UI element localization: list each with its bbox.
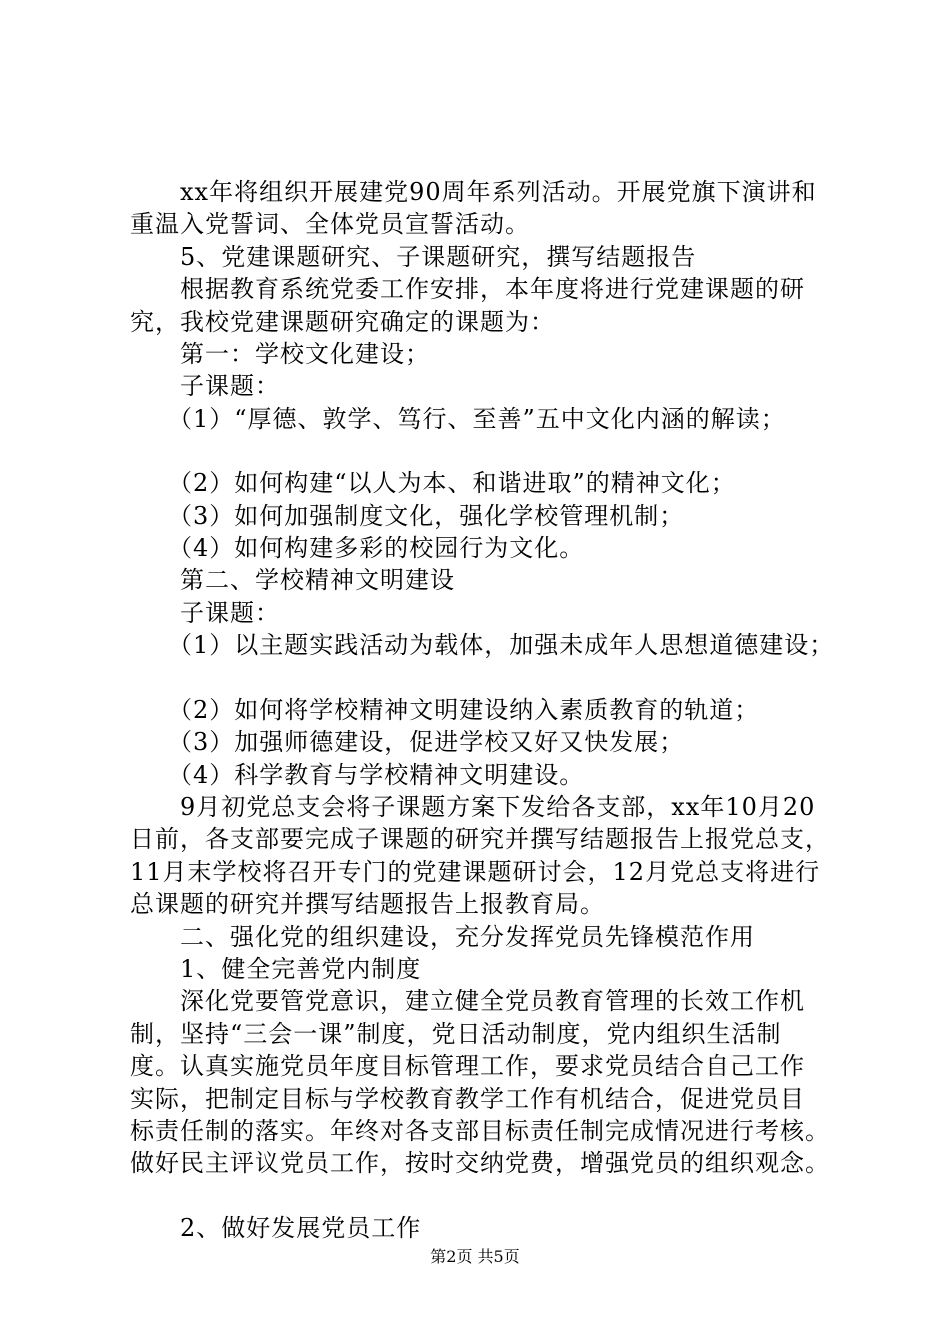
section-heading: 2、做好发展党员工作	[130, 1213, 422, 1242]
paragraph-line: xx年将组织开展建党90周年系列活动。开展党旗下演讲和	[130, 178, 817, 206]
paragraph-line: 度。认真实施党员年度目标管理工作，要求党员结合自己工作	[130, 1052, 805, 1081]
list-item: （2）如何构建“以人为本、和谐进取”的精神文化；	[130, 469, 736, 498]
paragraph-line: 重温入党誓词、全体党员宣誓活动。	[130, 210, 530, 239]
list-item: （1）“厚德、敦学、笃行、至善”五中文化内涵的解读；	[130, 404, 786, 433]
list-item: （2）如何将学校精神文明建设纳入素质教育的轨道；	[130, 695, 760, 724]
list-item: （4）科学教育与学校精神文明建设。	[130, 760, 585, 789]
list-item: （3）加强师德建设，促进学校又好又快发展；	[130, 728, 685, 757]
section-heading: 1、健全完善党内制度	[130, 954, 422, 983]
topic-heading: 第二、学校精神文明建设	[130, 566, 455, 595]
page-number-label: 第2页 共5页	[430, 1247, 520, 1266]
paragraph-line: 究，我校党建课题研究确定的课题为：	[130, 307, 555, 336]
list-item: （4）如何构建多彩的校园行为文化。	[130, 534, 585, 563]
paragraph-line: 深化党要管党意识，建立健全党员教育管理的长效工作机	[130, 987, 805, 1016]
list-item: （1）以主题实践活动为载体，加强未成年人思想道德建设；	[130, 631, 835, 660]
paragraph-line: 根据教育系统党委工作安排，本年度将进行党建课题的研	[130, 275, 805, 304]
section-heading: 5、党建课题研究、子课题研究，撰写结题报告	[130, 242, 697, 271]
list-item: （3）如何加强制度文化，强化学校管理机制；	[130, 501, 685, 530]
subtopic-label: 子课题：	[130, 372, 280, 401]
paragraph-line: 11月末学校将召开专门的党建课题研讨会，12月党总支将进行	[130, 857, 821, 886]
section-heading: 二、强化党的组织建设，充分发挥党员先锋模范作用	[130, 922, 755, 951]
paragraph-line: 制，坚持“三会一课”制度，党日活动制度，党内组织生活制	[130, 1019, 782, 1048]
paragraph-line: 实际，把制定目标与学校教育教学工作有机结合，促进党员目	[130, 1084, 805, 1113]
paragraph-line: 做好民主评议党员工作，按时交纳党费，增强党员的组织观念。	[130, 1149, 830, 1178]
paragraph-line: 9月初党总支会将子课题方案下发给各支部，xx年10月20	[130, 792, 816, 821]
paragraph-line: 总课题的研究并撰写结题报告上报教育局。	[130, 890, 605, 919]
document-body	[130, 176, 842, 1244]
page-footer	[0, 1244, 950, 1267]
paragraph-line: 标责任制的落实。年终对各支部目标责任制完成情况进行考核。	[130, 1116, 830, 1145]
subtopic-label: 子课题：	[130, 598, 280, 627]
topic-heading: 第一：学校文化建设；	[130, 340, 430, 369]
paragraph-line: 日前，各支部要完成子课题的研究并撰写结题报告上报党总支，	[130, 825, 830, 854]
